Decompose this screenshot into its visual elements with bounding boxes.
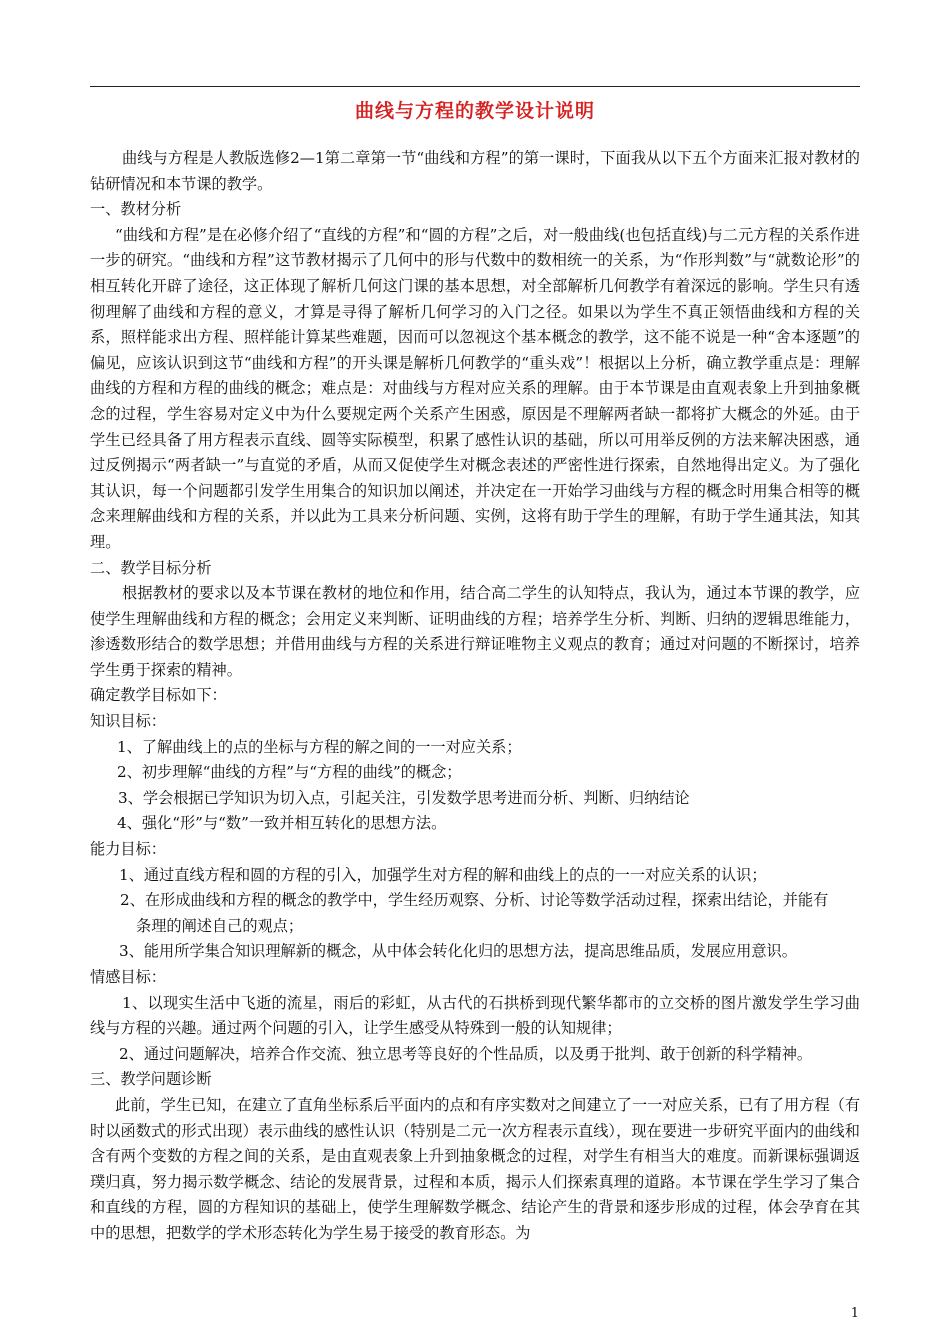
header-rule xyxy=(90,86,860,87)
ability-goal-item: 3、能用所学集合知识理解新的概念，从中体会转化化归的思想方法，提高思维品质，发展应用意识。 xyxy=(119,942,797,961)
document-body xyxy=(90,146,860,1247)
knowledge-goal-item: 3、学会根据已学知识为切入点，引起关注，引发数学思考进而分析、判断、归纳结论 xyxy=(118,788,690,807)
emotion-goals-label: 情感目标： xyxy=(90,968,166,986)
emotion-goal-item: 1、以现实生活中飞逝的流星，雨后的彩虹，从古代的石拱桥到现代繁华都市的立交桥的图片激发学生学习曲线与方程的兴趣。通过两个问题的引入，让学生感受从特殊到一般的认知规律； xyxy=(90,993,860,1038)
intro-paragraph: 曲线与方程是人教版选修2—1第二章第一节“曲线和方程”的第一课时，下面我从以下五个方面来汇报对教材的钻研情况和本节课的教学。 xyxy=(90,149,860,193)
knowledge-goal-item: 2、初步理解“曲线的方程”与“方程的曲线”的概念； xyxy=(117,763,462,782)
knowledge-goals-label: 知识目标： xyxy=(90,712,166,731)
ability-goal-item-continuation: 条理的阐述自己的观点； xyxy=(136,916,304,935)
section-heading-objectives: 二、教学目标分析 xyxy=(90,558,212,577)
objectives-paragraph: 根据教材的要求以及本节课在教材的地位和作用，结合高二学生的认知特点，我认为，通过本节课的教学，应使学生理解曲线和方程的概念；会用定义来判断、证明曲线的方程；培养学生分析、判断、归纳的逻辑思维能力，渗透数形结合的数学思想；并借用曲线与方程的关系进行辩证唯物主义观点的教育；通过对问题的不断探讨，培养学生勇于探索的精神。 xyxy=(90,584,860,679)
section-heading-diagnosis: 三、教学问题诊断 xyxy=(90,1070,212,1089)
diagnosis-paragraph: 此前，学生已知，在建立了直角坐标系后平面内的点和有序实数对之间建立了一一对应关系，已有了用方程（有时以函数式的形式出现）表示曲线的感性认识（特别是二元一次方程表示直线），现在要进一步研究平面内的曲线和含有两个变数的方程之间的关系，是由直观表象上升到抽象概念的过程，对学生有相当大的难度。而新课标强调返璞归真，努力揭示数学概念、结论的发展背景，过程和本质，揭示人们探索真理的道路。本节课在学生学习了集合和直线的方程，圆的方程知识的基础上，使学生理解数学概念、结论产生的背景和逐步形成的过程，体会孕育在其中的思想，把数学的学术形态转化为学生易于接受的教育形态。为 xyxy=(90,1095,860,1242)
ability-goals-label: 能力目标： xyxy=(90,840,166,859)
emotion-goal-item: 2、通过问题解决，培养合作交流、独立思考等良好的个性品质，以及勇于批判、敢于创新的科学精神。 xyxy=(119,1044,813,1063)
page-number: 1 xyxy=(850,1306,859,1321)
knowledge-goal-item: 1、了解曲线上的点的坐标与方程的解之间的一一对应关系； xyxy=(117,737,522,756)
objectives-confirm-line: 确定教学目标如下： xyxy=(90,686,227,705)
document-title: 曲线与方程的教学设计说明 xyxy=(354,100,595,122)
section-heading-materials: 一、教材分析 xyxy=(90,200,182,219)
ability-goal-item-line: 2、在形成曲线和方程的概念的教学中，学生经历观察、分析、讨论等数学活动过程，探索出结论，并能有 xyxy=(120,891,829,910)
ability-goal-item xyxy=(90,888,860,939)
materials-analysis-paragraph: “曲线和方程”是在必修介绍了“直线的方程”和“圆的方程”之后，对一般曲线(也包括直线)与二元方程的关系作进一步的研究。“曲线和方程”这节教材揭示了几何中的形与代数中的数相统一的关系，为“作形判数”与“就数论形”的相互转化开辟了途径，这正体现了解析几何这门课的基本思想，对全部解析几何教学有着深远的影响。学生只有透彻理解了曲线和方程的意义，才算是寻得了解析几何学习的入门之径。如果以为学生不真正领悟曲线和方程的关系，照样能求出方程、照样能计算某些难题，因而可以忽视这个基本概念的教学，这不能不说是一种“舍本逐题”的偏见，应该认识到这节“曲线和方程”的开头课是解析几何教学的“重头戏”！根据以上分析，确立教学重点是：理解曲线的方程和方程的曲线的概念；难点是：对曲线与方程对应关系的理解。由于本节课是由直观表象上升到抽象概念的过程，学生容易对定义中为什么要规定两个关系产生困惑，原因是不理解两者缺一都将扩大概念的外延。由于学生已经具备了用方程表示直线、圆等实际模型，积累了感性认识的基础，所以可用举反例的方法来解决困惑，通过反例揭示“两者缺一”与直觉的矛盾，从而又促使学生对概念表述的严密性进行探索，自然地得出定义。为了强化其认识，每一个问题都引发学生用集合的知识加以阐述，并决定在一开始学习曲线与方程的概念时用集合相等的概念来理解曲线和方程的关系，并以此为工具来分析问题、实例，这将有助于学生的理解，有助于学生通其法，知其理。 xyxy=(90,225,860,551)
ability-goal-item: 1、通过直线方程和圆的方程的引入，加强学生对方程的解和曲线上的点的一一对应关系的认识； xyxy=(119,865,767,884)
knowledge-goal-item: 4、强化“形”与“数”一致并相互转化的思想方法。 xyxy=(117,814,447,833)
